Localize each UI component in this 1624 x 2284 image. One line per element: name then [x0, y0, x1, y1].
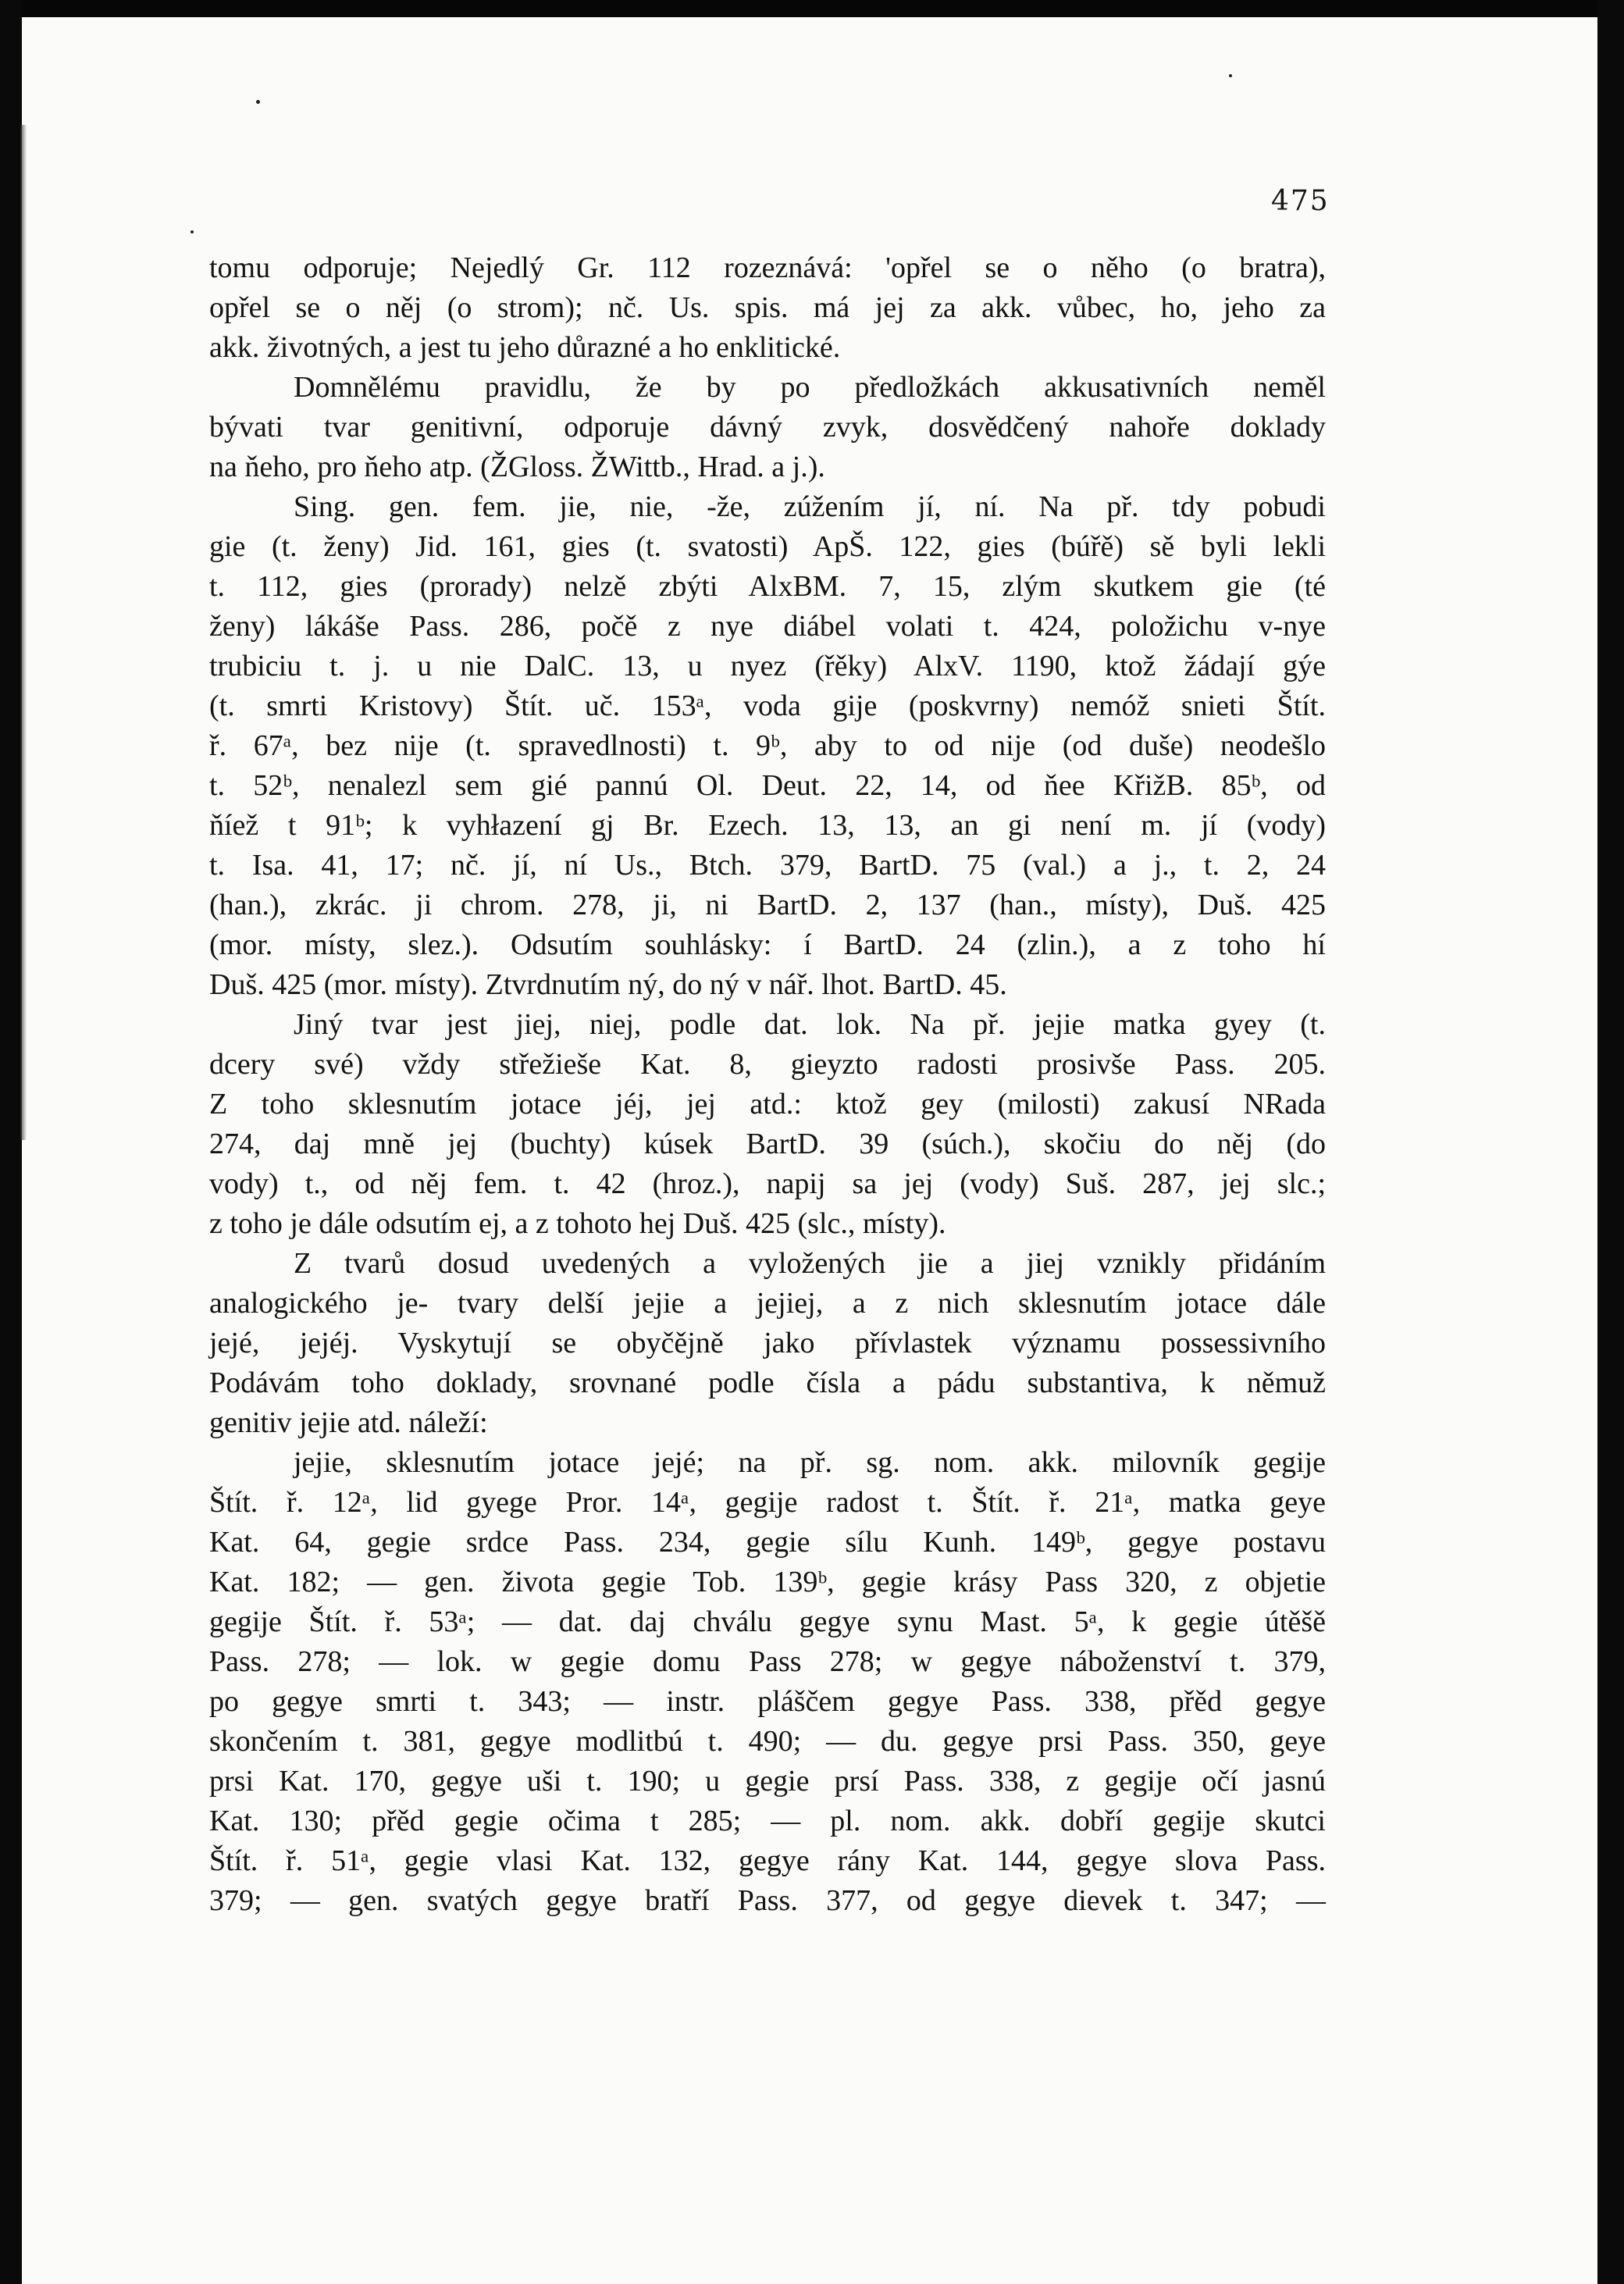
text-line: z toho je dále odsutím ej, a z tohoto hej Duš. 425 (slc., místy). — [209, 1207, 946, 1240]
text-line: gegije Štít. ř. 53ᵃ; — dat. daj chválu gegye synu Mast. 5ᵃ, k gegie útěšě — [209, 1605, 1326, 1638]
text-line: Kat. 130; přěd gegie očima t 285; — pl. nom. akk. dobří gegije skutci — [209, 1805, 1326, 1837]
text-line: Podávám toho doklady, srovnané podle čísla a pádu substantiva, k němuž — [209, 1366, 1326, 1399]
text-line: Duš. 425 (mor. místy). Ztvrdnutím ný, do ný v nář. lhot. BartD. 45. — [209, 968, 1007, 1001]
text-line: Kat. 182; — gen. života gegie Tob. 139ᵇ, gegie krásy Pass 320, z objetie — [209, 1566, 1326, 1598]
scan-speck — [1229, 74, 1232, 77]
text-line: Pass. 278; — lok. w gegie domu Pass 278; w gegye náboženství t. 379, — [209, 1645, 1326, 1678]
text-line: Z toho sklesnutím jotace jéj, jej atd.: ktož gey (milosti) zakusí NRada — [209, 1088, 1326, 1121]
text-line: prsi Kat. 170, gegye uši t. 190; u gegie prsí Pass. 338, z gegije očí jasnú — [209, 1765, 1326, 1798]
text-line: ňíež t 91ᵇ; k vyhłazení gj Br. Ezech. 13, 13, an gi není m. jí (vody) — [209, 809, 1326, 842]
text-line: bývati tvar genitivní, odporuje dávný zvyk, dosvědčený nahoře doklady — [209, 411, 1326, 444]
text-line: gie (t. ženy) Jid. 161, gies (t. svatosti) ApŠ. 122, gies (búřě) sě byli lekli — [209, 530, 1326, 563]
text-line: po gegye smrti t. 343; — instr. pláščem gegye Pass. 338, přěd gegye — [209, 1685, 1326, 1718]
text-line: 379; — gen. svatých gegye bratří Pass. 377, od gegye dievek t. 347; — — [209, 1884, 1326, 1917]
scan-border-right — [1597, 0, 1624, 2284]
scan-border-top — [0, 0, 1624, 17]
text-line: analogického je- tvary delší jejie a jejiej, a z nich sklesnutím jotace dále — [209, 1287, 1326, 1320]
text-line: Kat. 64, gegie srdce Pass. 234, gegie sílu Kunh. 149ᵇ, gegye postavu — [209, 1526, 1326, 1559]
text-line: Domnělému pravidlu, že by po předložkách akkusativních neměl — [294, 371, 1326, 404]
scan-speck — [256, 100, 260, 104]
scan-border-left — [0, 0, 22, 2284]
text-line: (t. smrti Kristovy) Štít. uč. 153ᵃ, voda gije (poskvrny) nemóž snieti Štít. — [209, 689, 1326, 722]
text-line: ř. 67ᵃ, bez nije (t. spravedlnosti) t. 9ᵇ, aby to od nije (od duše) neodešlo — [209, 729, 1326, 762]
text-line: (han.), zkrác. ji chrom. 278, ji, ni BartD. 2, 137 (han., místy), Duš. 425 — [209, 889, 1326, 921]
text-line: Štít. ř. 51ᵃ, gegie vlasi Kat. 132, gegye rány Kat. 144, gegye slova Pass. — [209, 1844, 1326, 1877]
text-line: opřel se o něj (o strom); nč. Us. spis. má jej za akk. vůbec, ho, jeho za — [209, 291, 1326, 324]
text-line: skončením t. 381, gegye modlitbú t. 490; — du. gegye prsi Pass. 350, geye — [209, 1725, 1326, 1758]
text-line: t. 112, gies (prorady) nelzě zbýti AlxBM. 7, 15, zlým skutkem gie (té — [209, 570, 1326, 603]
text-line: t. Isa. 41, 17; nč. jí, ní Us., Btch. 379, BartD. 75 (val.) a j., t. 2, 24 — [209, 849, 1326, 882]
text-line: dcery své) vždy střežieše Kat. 8, gieyzto radosti prosivše Pass. 205. — [209, 1048, 1326, 1081]
text-line: ženy) lákáše Pass. 286, počě z nye diábel volati t. 424, položichu v-nye — [209, 610, 1326, 643]
text-line: Sing. gen. fem. jie, nie, -že, zúžením jí, ní. Na př. tdy pobudi — [294, 490, 1326, 523]
text-line: 274, daj mně jej (buchty) kúsek BartD. 39 (súch.), skočiu do něj (do — [209, 1128, 1326, 1160]
text-line: akk. životných, a jest tu jeho důrazné a ho enklitické. — [209, 331, 841, 364]
text-line: Štít. ř. 12ᵃ, lid gyege Pror. 14ᵃ, gegije radost t. Štít. ř. 21ᵃ, matka geye — [209, 1486, 1326, 1519]
body-text — [209, 248, 1326, 1921]
binding-shadow — [20, 125, 27, 1140]
text-line: trubiciu t. j. u nie DalC. 13, u nyez (řěky) AlxV. 1190, ktož žádají gýe — [209, 650, 1326, 682]
text-line: na ňeho, pro ňeho atp. (ŽGloss. ŽWittb., Hrad. a j.). — [209, 451, 825, 483]
text-line: t. 52ᵇ, nenalezl sem gié pannú Ol. Deut. 22, 14, od ňee KřižB. 85ᵇ, od — [209, 769, 1326, 802]
text-line: Z tvarů dosud uvedených a vyložených jie a jiej vznikly přidáním — [294, 1247, 1326, 1280]
text-line: vody) t., od něj fem. t. 42 (hroz.), napij sa jej (vody) Suš. 287, jej slc.; — [209, 1167, 1326, 1200]
text-line: genitiv jejie atd. náleží: — [209, 1406, 488, 1439]
text-line: (mor. místy, slez.). Odsutím souhlásky: í BartD. 24 (zlin.), a z toho hí — [209, 928, 1326, 961]
text-line: jejé, jejéj. Vyskytují se obyčějně jako přívlastek významu possessivního — [209, 1327, 1326, 1359]
text-line: tomu odporuje; Nejedlý Gr. 112 rozeznává: 'opřel se o něho (o bratra), — [209, 251, 1326, 284]
page-number: 475 — [1271, 185, 1330, 217]
text-line: Jiný tvar jest jiej, niej, podle dat. lok. Na př. jejie matka gyey (t. — [294, 1008, 1326, 1041]
scan-speck — [191, 230, 194, 233]
text-line: jejie, sklesnutím jotace jejé; na př. sg. nom. akk. milovník gegije — [294, 1446, 1326, 1479]
